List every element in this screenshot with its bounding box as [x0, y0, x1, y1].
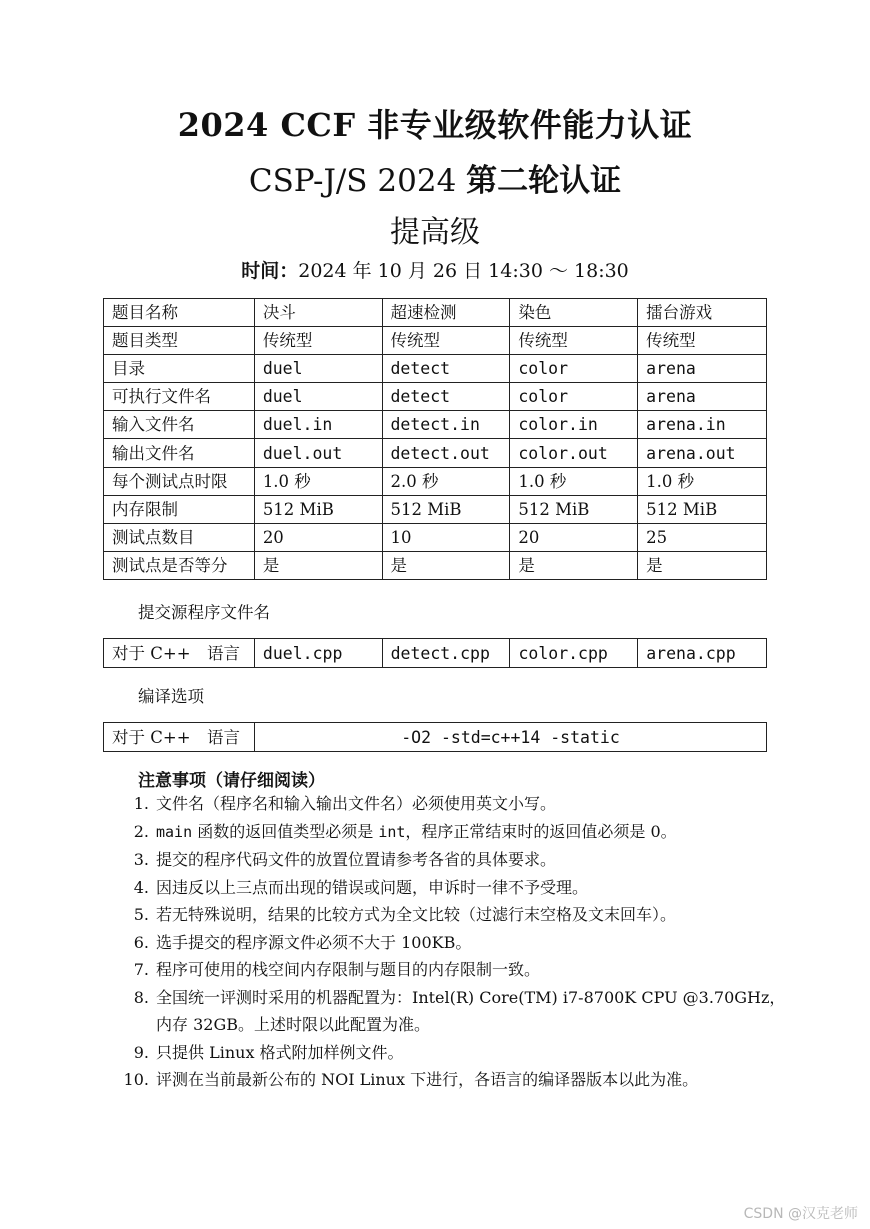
list-item-number: 2. — [133, 821, 149, 841]
list-item-number: 9. — [133, 1042, 149, 1062]
row-header-cell: 每个测试点时限 — [104, 467, 255, 495]
table-cell: color.out — [510, 439, 638, 467]
list-item — [103, 1039, 793, 1067]
row-header-cell: 测试点是否等分 — [104, 551, 255, 579]
row-header-cell: 题目类型 — [104, 327, 255, 355]
table-cell: 1.0 秒 — [254, 467, 382, 495]
table-cell: 决斗 — [254, 299, 382, 327]
table-row — [104, 467, 767, 495]
list-item-text: 函数的返回值类型必须是 — [192, 821, 379, 841]
list-item — [103, 984, 793, 1039]
list-item-text: ，程序正常结束时的返回值必须是 0。 — [405, 821, 677, 841]
table-cell: arena.cpp — [638, 639, 767, 668]
list-item-text: 选手提交的程序源文件必须不大于 100KB。 — [156, 932, 472, 952]
list-item — [103, 901, 793, 929]
table-cell: 传统型 — [510, 327, 638, 355]
list-item-text: 因违反以上三点而出现的错误或问题，申诉时一律不予受理。 — [156, 877, 589, 897]
row-header-cell: 可执行文件名 — [104, 383, 255, 411]
exam-time-value: 2024 年 10 月 26 日 14:30 ～ 18:30 — [298, 260, 629, 282]
table-cell: arena — [638, 383, 767, 411]
list-item-text: 评测在当前最新公布的 NOI Linux 下进行，各语言的编译器版本以此为准。 — [156, 1070, 699, 1089]
level-title: 提高级 — [390, 215, 480, 250]
source-filename-table — [103, 638, 767, 668]
table-cell: 1.0 秒 — [510, 467, 638, 495]
table-cell: arena — [638, 355, 767, 383]
list-item-number: 6. — [133, 932, 149, 952]
table-row — [104, 383, 767, 411]
row-header-cell: 内存限制 — [104, 495, 255, 523]
contest-title: 2024 CCF 非专业级软件能力认证 — [177, 106, 693, 144]
round-title — [0, 155, 870, 200]
table-cell: 是 — [510, 551, 638, 579]
table-cell: 512 MiB — [510, 495, 638, 523]
round-title-latin: CSP-J/S 2024 — [248, 163, 467, 199]
table-cell: 10 — [382, 523, 510, 551]
compile-options-table — [103, 722, 767, 752]
table-cell: 传统型 — [638, 327, 767, 355]
table-cell: 是 — [638, 551, 767, 579]
list-item-number: 10. — [123, 1070, 149, 1089]
list-item-number: 5. — [133, 905, 149, 924]
table-row — [104, 523, 767, 551]
table-cell: detect.out — [382, 439, 510, 467]
table-cell: duel.cpp — [254, 639, 382, 668]
watermark: CSDN @汉克老师 — [743, 1206, 858, 1222]
table-cell: 20 — [510, 523, 638, 551]
exam-time — [0, 256, 870, 283]
list-item — [103, 846, 793, 874]
table-row — [104, 411, 767, 439]
list-item — [103, 929, 793, 957]
row-header-cell: 测试点数目 — [104, 523, 255, 551]
list-item — [103, 1066, 793, 1094]
table-cell: 512 MiB — [254, 495, 382, 523]
table-cell: 是 — [382, 551, 510, 579]
list-item-number: 3. — [133, 850, 149, 869]
notes-list — [103, 790, 793, 1094]
table-cell: 20 — [254, 523, 382, 551]
table-cell: duel.out — [254, 439, 382, 467]
table-cell: 传统型 — [254, 327, 382, 355]
table-cell: arena.in — [638, 411, 767, 439]
table-cell: 对于 C++ 语言 — [104, 723, 255, 752]
list-item-number: 1. — [133, 794, 149, 813]
table-cell: color.cpp — [510, 639, 638, 668]
table-cell: detect.cpp — [382, 639, 510, 668]
table-cell: arena.out — [638, 439, 767, 467]
row-header-cell: 输出文件名 — [104, 439, 255, 467]
inline-code: int — [378, 822, 406, 841]
round-title-cn: 第二轮认证 — [466, 163, 622, 199]
row-header-cell: 目录 — [104, 355, 255, 383]
list-item-text: 全国统一评测时采用的机器配置为：Intel(R) Core(TM) i7-8700K CPU @3.70GHz， — [156, 987, 786, 1007]
table-cell: 染色 — [510, 299, 638, 327]
notes-title: 注意事项（请仔细阅读） — [138, 771, 325, 791]
table-cell: detect.in — [382, 411, 510, 439]
list-item-text: 若无特殊说明，结果的比较方式为全文比较（过滤行末空格及文末回车）。 — [156, 905, 677, 924]
compile-section-label: 编译选项 — [138, 687, 204, 706]
list-item — [103, 956, 793, 984]
source-section-label: 提交源程序文件名 — [138, 603, 270, 622]
table-row — [104, 299, 767, 327]
table-row — [104, 495, 767, 523]
table-cell: 25 — [638, 523, 767, 551]
table-cell: 传统型 — [382, 327, 510, 355]
list-item-number: 8. — [133, 987, 149, 1007]
list-item-text-continued: 内存 32GB。上述时限以此配置为准。 — [156, 1015, 430, 1034]
problem-info-table — [103, 298, 767, 580]
table-cell: color — [510, 355, 638, 383]
list-item — [103, 790, 793, 818]
list-item — [103, 874, 793, 902]
table-cell: duel — [254, 383, 382, 411]
table-cell: duel — [254, 355, 382, 383]
table-cell: duel.in — [254, 411, 382, 439]
table-row — [104, 439, 767, 467]
table-cell: 对于 C++ 语言 — [104, 639, 255, 668]
row-header-cell: 输入文件名 — [104, 411, 255, 439]
table-row — [104, 551, 767, 579]
list-item-text: 文件名（程序名和输入输出文件名）必须使用英文小写。 — [156, 794, 557, 813]
table-row — [104, 327, 767, 355]
table-cell: 512 MiB — [382, 495, 510, 523]
table-cell: detect — [382, 383, 510, 411]
table-cell: 1.0 秒 — [638, 467, 767, 495]
list-item-number: 4. — [133, 877, 149, 897]
inline-code: main — [156, 822, 193, 841]
table-row — [104, 639, 767, 668]
list-item-number: 7. — [133, 960, 149, 979]
table-cell: color.in — [510, 411, 638, 439]
list-item — [103, 818, 793, 847]
table-cell: 512 MiB — [638, 495, 767, 523]
exam-time-label: 时间： — [241, 260, 299, 282]
table-cell: 2.0 秒 — [382, 467, 510, 495]
list-item-text: 只提供 Linux 格式附加样例文件。 — [156, 1042, 404, 1062]
row-header-cell: 题目名称 — [104, 299, 255, 327]
list-item-text: 提交的程序代码文件的放置位置请参考各省的具体要求。 — [156, 850, 557, 869]
compile-options-value: -O2 -std=c++14 -static — [255, 723, 767, 752]
table-cell: detect — [382, 355, 510, 383]
table-cell: 擂台游戏 — [638, 299, 767, 327]
list-item-text: 程序可使用的栈空间内存限制与题目的内存限制一致。 — [156, 960, 541, 979]
table-row — [104, 355, 767, 383]
table-cell: color — [510, 383, 638, 411]
table-row — [104, 723, 767, 752]
table-cell: 超速检测 — [382, 299, 510, 327]
table-cell: 是 — [254, 551, 382, 579]
